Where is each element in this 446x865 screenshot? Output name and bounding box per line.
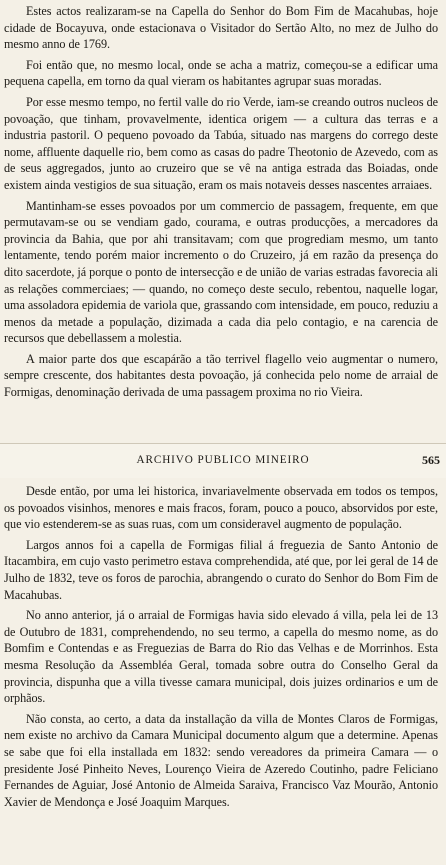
running-title: ARCHIVO PUBLICO MINEIRO [136, 454, 310, 466]
page-number: 565 [422, 453, 440, 467]
running-header [0, 443, 446, 478]
paragraph-lei-historica: Desde então, por uma lei historica, invariavelmente observada em todos os tempos, os povoados visinhos, menores e mais fracos, foram, pouco a pouco, absorvidos por este, que vio estenderem-se as suas ruas, com um consideravel augmento de população. [4, 484, 438, 532]
lower-text-block [4, 483, 438, 814]
paragraph-villa: No anno anterior, já o arraial de Formigas havia sido elevado á villa, pela lei de 13 de Outubro de 1831, comprehendendo, no seu termo, a capella do mesmo nome, as do Bomfim e Contendas e as Freguezias de Barra do Rio das Velhas e de Morrinhos. Esta mesma Resolução da Assembléa Geral, tomada sobre outra do Conselho Geral da provincia, dispunha que a villa tivesse camara municipal, dois juizes ordinarios e um de orphãos. [4, 608, 438, 706]
paragraph-rio-verde: Por esse mesmo tempo, no fertil valle do rio Verde, iam-se creando outros nucleos de povoação, que tinham, provavelmente, identica origem — a cultura das terras e a industria pastoril. O pequeno povoado da Tabúa, situado nas margens do corrego deste nome, affluente daquelle rio, bem como as casas do padre Theotonio de Azevedo, com as de seus aggregados, junto ao cruzeiro que se vê na antiga estrada das Boiadas, onde existem ainda vestigios de sua situação, eram os mais notaveis desses nascentes arraiaes. [4, 94, 438, 192]
paragraph-capella-filial: Largos annos foi a capella de Formigas filial á freguezia de Santo Antonio de Itacambira, em cujo vasto perimetro estava comprehendida, até que, por lei geral de 14 de Julho de 1832, teve os foros de parochia, abrangendo o curato do Senhor do Bom Fim de Macahubas. [4, 537, 438, 602]
paragraph-installacao: Não consta, ao certo, a data da installação da villa de Montes Claros de Formigas, nem existe no archivo da Camara Municipal documento algum que a determine. Apenas se sabe que foi ella installada em 1832: sendo vereadores da primeira Camara — o presidente José Pinheito Neves, Lourenço Vieira de Azeredo Coutinho, padre Feliciano Fernandes de Aguiar, José Antonio de Almeida Saraiva, Francisco Vaz Mourão, Antonio Xavier de Mendonça e José Joaquim Marques. [4, 711, 438, 809]
paragraph-capella-macahubas: Estes actos realizaram-se na Capella do Senhor do Bom Fim de Macahubas, hoje cidade de Bocayuva, onde estacionava o Visitador do Sertão Alto, no mez de Julho do mesmo anno de 1769. [4, 4, 438, 52]
paragraph-matriz: Foi então que, no mesmo local, onde se acha a matriz, começou-se a edificar uma pequena capella, em torno da qual vieram os habitantes agrupar suas moradas. [4, 57, 438, 89]
paragraph-formigas-origin: A maior parte dos que escapárão a tão terrivel flagello veio augmentar o numero, sempre crescente, dos habitantes desta povoação, já conhecida pelo nome de arraial de Formigas, denominação derivada de uma passagem proxima no rio Vieira. [4, 351, 438, 400]
upper-text-block [4, 3, 438, 405]
paragraph-commercio: Mantinham-se esses povoados por um commercio de passagem, frequente, em que permutavam-se ou se vendiam gado, courama, e outras producções, a mercadores da provincia da Bahia, que por ahi transitavam; com que progrediam mesmo, um tanto lentamente, tendo porém maior incremento o do Cruzeiro, já em razão da presença do dito sacerdote, já porque o ponto de intersecção e de união de varias estradas favorecia ali as relações commerciaes; — quando, no começo deste seculo, rebentou, naquelle logar, uma assoladora epidemia de variola que, grassando com intensidade, em pouco, reduziu a menos da metade a população, dizimada a cada dia pelo contagio, e na carencia de recursos que debellassem a molestia. [4, 198, 438, 346]
